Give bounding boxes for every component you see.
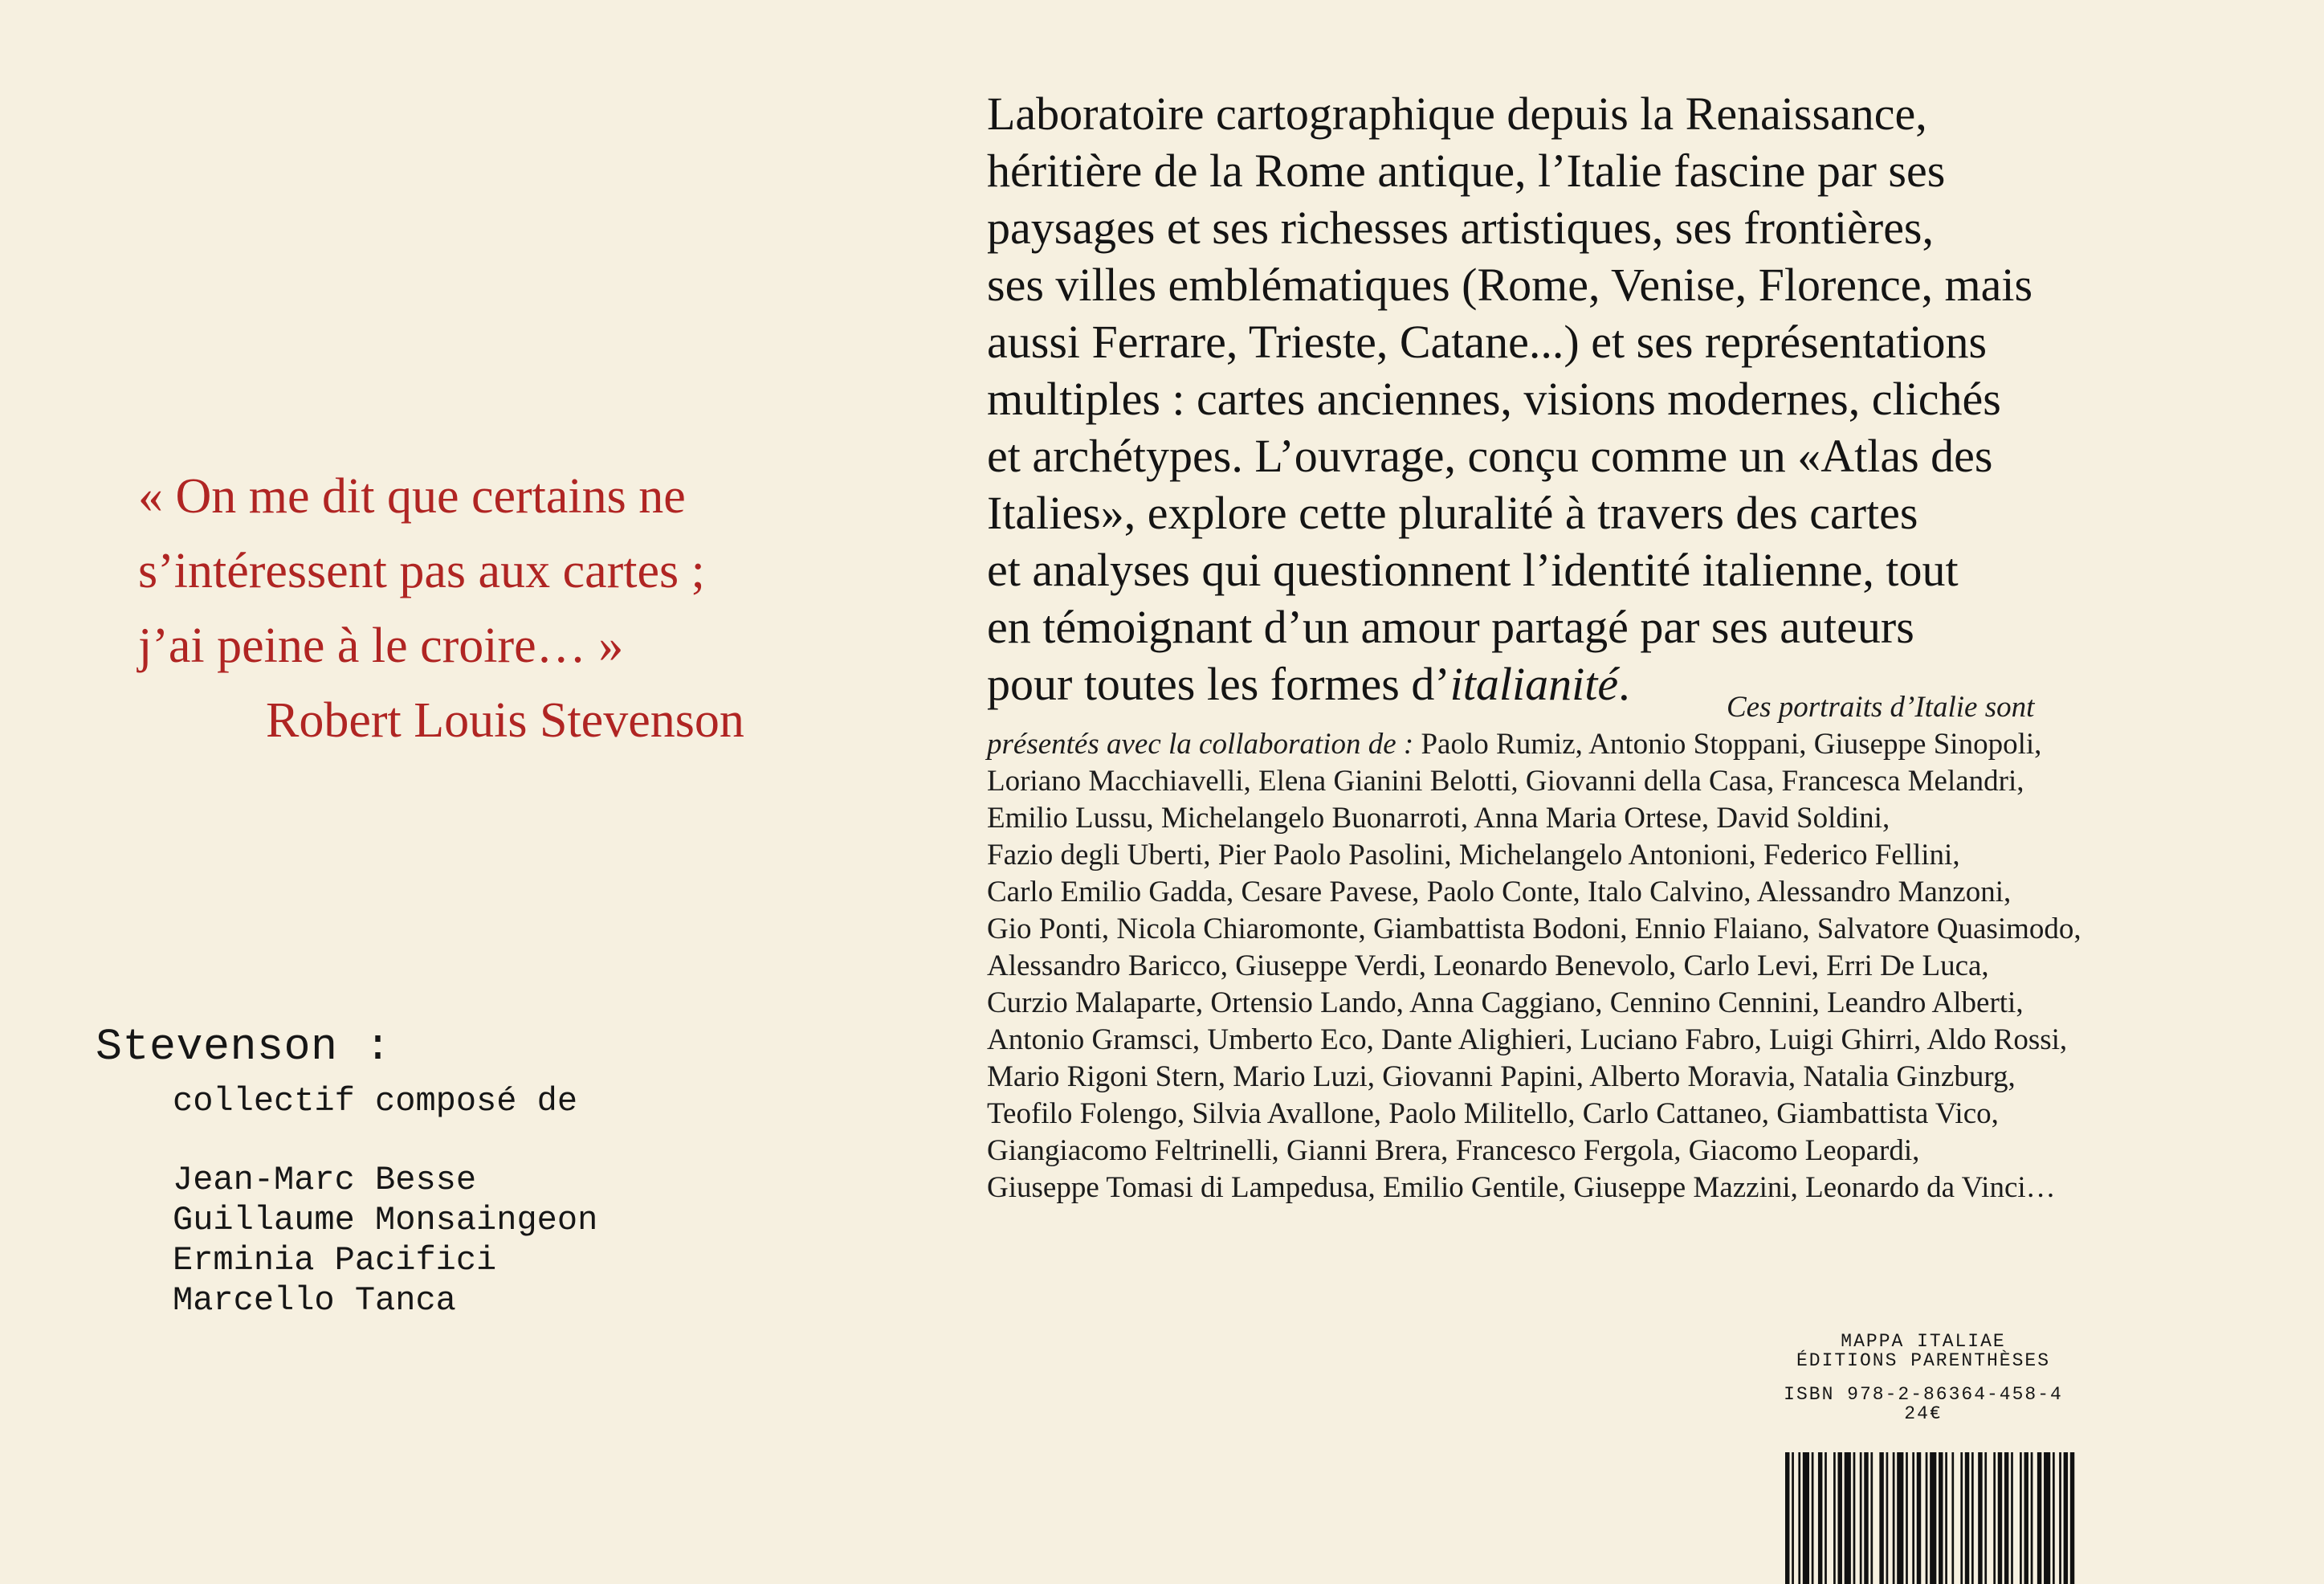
author-name: Guillaume Monsaingeon: [173, 1201, 598, 1239]
barcode-graphic: [1785, 1452, 2077, 1584]
collaborators-line: Mario Rigoni Stern, Mario Luzi, Giovanni Papini, Alberto Moravia, Natalia Ginzburg,: [987, 1060, 2016, 1093]
barcode-bar: [1897, 1452, 1903, 1584]
collaboration-intro-continued: présentés avec la collaboration de :: [987, 728, 1414, 761]
collaborators-line: Antonio Gramsci, Umberto Eco, Dante Alighieri, Luciano Fabro, Luigi Ghirri, Aldo Rossi,: [987, 1023, 2068, 1056]
barcode-bar: [1960, 1452, 1963, 1584]
barcode-bar: [2037, 1452, 2041, 1584]
quote-line: s’intéressent pas aux cartes ;: [138, 544, 705, 598]
collaborators-block: [987, 689, 2151, 1206]
barcode-bar: [2031, 1452, 2033, 1584]
collaborators-line: Emilio Lussu, Michelangelo Buonarroti, Anna Maria Ortese, David Soldini,: [987, 802, 1890, 835]
author-name: Marcello Tanca: [173, 1281, 456, 1320]
barcode-bar: [1879, 1452, 1883, 1584]
book-summary: [987, 85, 2167, 712]
barcode-bar: [2011, 1452, 2013, 1584]
barcode-bar: [1906, 1452, 1908, 1584]
collaborators-names: Paolo Rumiz, Antonio Stoppani, Giuseppe Sinopoli,: [1413, 728, 2042, 761]
quote-block: [138, 459, 909, 758]
barcode-bar: [1939, 1452, 1943, 1584]
barcode-icon: [1785, 1452, 2077, 1584]
barcode-bar: [1917, 1452, 1921, 1584]
summary-line: aussi Ferrare, Trieste, Catane...) et ses représentations: [987, 316, 1988, 368]
barcode-bar: [1912, 1452, 1914, 1584]
author-name: Jean-Marc Besse: [173, 1161, 477, 1199]
isbn: ISBN 978-2-86364-458-4: [1784, 1384, 2063, 1405]
summary-line: en témoignant d’un amour partagé par ses auteurs: [987, 601, 1914, 653]
barcode-bar: [1870, 1452, 1873, 1584]
barcode-bar: [1930, 1452, 1936, 1584]
summary-line: multiples : cartes anciennes, visions modernes, clichés: [987, 373, 2001, 425]
authors-title: Stevenson :: [96, 1022, 392, 1072]
summary-line: Laboratoire cartographique depuis la Renaissance,: [987, 88, 1927, 140]
summary-line: Italies», explore cette pluralité à travers des cartes: [987, 487, 1918, 539]
price: 24€: [1904, 1403, 1943, 1424]
barcode-bar: [1864, 1452, 1868, 1584]
barcode-bar: [1833, 1452, 1836, 1584]
barcode-bar: [1838, 1452, 1842, 1584]
collaborators-line: Teofilo Folengo, Silvia Avallone, Paolo Militello, Carlo Cattaneo, Giambattista Vico,: [987, 1097, 1999, 1130]
barcode-bar: [2004, 1452, 2008, 1584]
barcode-bar: [1785, 1452, 1789, 1584]
barcode-bar: [2064, 1452, 2068, 1584]
barcode-bar: [2053, 1452, 2055, 1584]
barcode-bar: [2044, 1452, 2050, 1584]
barcode-bar: [1860, 1452, 1862, 1584]
quote-line: j’ai peine à le croire… »: [138, 618, 624, 673]
barcode-bar: [1951, 1452, 1954, 1584]
summary-line: héritière de la Rome antique, l’Italie fascine par ses: [987, 145, 1946, 197]
barcode-bar: [1893, 1452, 1895, 1584]
barcode-bar: [1818, 1452, 1822, 1584]
barcode-bar: [1812, 1452, 1814, 1584]
quote-author: Robert Louis Stevenson: [266, 693, 744, 748]
barcode-bar: [2070, 1452, 2074, 1584]
barcode-bar: [1971, 1452, 1974, 1584]
collaborators-line: Alessandro Baricco, Giuseppe Verdi, Leonardo Benevolo, Carlo Levi, Erri De Luca,: [987, 949, 1989, 982]
barcode-bar: [1965, 1452, 1969, 1584]
collaborators-line: Loriano Macchiavelli, Elena Gianini Belotti, Giovanni della Casa, Francesca Melandri,: [987, 765, 2024, 798]
collaborators-line: Fazio degli Uberti, Pier Paolo Pasolini, Michelangelo Antonioni, Federico Fellini,: [987, 839, 1960, 872]
collection-name: MAPPA ITALIAE: [1841, 1331, 2006, 1352]
barcode-bar: [1798, 1452, 1800, 1584]
barcode-bar: [1845, 1452, 1851, 1584]
barcode-bar: [2024, 1452, 2028, 1584]
barcode-bar: [2020, 1452, 2022, 1584]
publisher-block: [1751, 1332, 2096, 1423]
authors-subtitle: collectif composé de: [173, 1082, 578, 1121]
barcode-bar: [1998, 1452, 2002, 1584]
barcode-bar: [1853, 1452, 1856, 1584]
collaborators-line: Curzio Malaparte, Ortensio Lando, Anna Caggiano, Cennino Cennini, Leandro Alberti,: [987, 986, 2024, 1019]
authors-block: [96, 1017, 754, 1321]
barcode-bar: [1886, 1452, 1889, 1584]
collaborators-line: Giangiacomo Feltrinelli, Gianni Brera, Francesco Fergola, Giacomo Leopardi,: [987, 1134, 1920, 1167]
summary-line: ses villes emblématiques (Rome, Venise, Florence, mais: [987, 259, 2033, 311]
barcode-bar: [1926, 1452, 1928, 1584]
summary-emphasis: italianité: [1449, 658, 1619, 710]
summary-line: et archétypes. L’ouvrage, conçu comme un «Atlas des: [987, 430, 1993, 482]
quote-line: « On me dit que certains ne: [138, 469, 686, 524]
collaborators-line: [987, 726, 2151, 763]
summary-line: et analyses qui questionnent l’identité italienne, tout: [987, 544, 1959, 596]
barcode-bar: [1803, 1452, 1809, 1584]
publisher-name: ÉDITIONS PARENTHÈSES: [1796, 1350, 2051, 1371]
barcode-bar: [2059, 1452, 2061, 1584]
barcode-bar: [1993, 1452, 1996, 1584]
collaboration-intro: Ces portraits d’Italie sont: [1727, 691, 2035, 724]
barcode-bar: [1792, 1452, 1794, 1584]
authors-list: [173, 1160, 754, 1321]
collaborators-line: Giuseppe Tomasi di Lampedusa, Emilio Gentile, Giuseppe Mazzini, Leonardo da Vinci…: [987, 1171, 2056, 1204]
barcode-bar: [1945, 1452, 1947, 1584]
collaborators-line: Carlo Emilio Gadda, Cesare Pavese, Paolo Conte, Italo Calvino, Alessandro Manzoni,: [987, 876, 2012, 908]
barcode-bar: [1978, 1452, 1982, 1584]
summary-last-line-prefix: pour toutes les formes d’: [987, 658, 1450, 710]
author-name: Erminia Pacifici: [173, 1241, 497, 1280]
publisher-gap: [1751, 1370, 2096, 1385]
summary-last-line-suffix: .: [1618, 658, 1630, 710]
collaborators-line: Gio Ponti, Nicola Chiaromonte, Giambattista Bodoni, Ennio Flaiano, Salvatore Quasimodo,: [987, 912, 2081, 945]
barcode-bar: [1984, 1452, 1987, 1584]
barcode-bar: [1825, 1452, 1827, 1584]
summary-line: paysages et ses richesses artistiques, ses frontières,: [987, 202, 1935, 254]
